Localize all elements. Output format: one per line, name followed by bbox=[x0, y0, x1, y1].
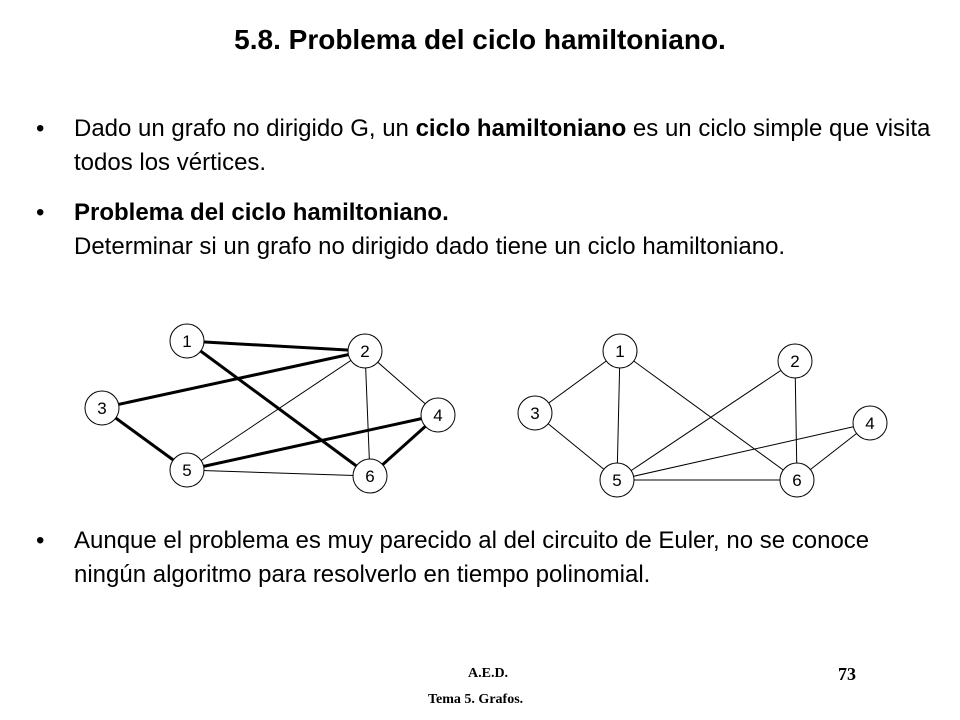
bullet-icon: • bbox=[36, 527, 45, 554]
right-node-5 bbox=[600, 463, 634, 497]
right-node-label: 1 bbox=[615, 342, 625, 361]
right-node-label: 4 bbox=[865, 414, 875, 433]
graph-without-hamiltonian-cycle bbox=[505, 318, 905, 503]
page-number: 73 bbox=[838, 664, 856, 684]
bullet-text: Dado un grafo no dirigido G, un ciclo hamiltoniano es un ciclo simple que visita todos los vértices. bbox=[74, 115, 931, 176]
right-node-2 bbox=[778, 344, 812, 378]
left-node-label: 1 bbox=[182, 332, 192, 351]
left-node-6 bbox=[353, 459, 387, 493]
left-node-1 bbox=[170, 324, 204, 358]
right-node-1 bbox=[603, 334, 637, 368]
left-node-5 bbox=[170, 453, 204, 487]
right-node-3 bbox=[518, 396, 552, 430]
bullet-icon: • bbox=[36, 199, 45, 226]
graph-with-hamiltonian-cycle bbox=[80, 318, 460, 503]
left-node-label: 3 bbox=[97, 399, 107, 418]
graph-right-nodes bbox=[518, 334, 887, 497]
footer-topic: Tema 5. Grafos. bbox=[428, 692, 524, 707]
right-node-4 bbox=[853, 406, 887, 440]
left-node-3 bbox=[85, 391, 119, 425]
left-node-label: 2 bbox=[360, 342, 370, 361]
left-node-label: 6 bbox=[365, 467, 375, 486]
right-edge-1-5 bbox=[617, 351, 620, 480]
slide-title: 5.8. Problema del ciclo hamiltoniano. bbox=[234, 24, 726, 55]
right-edge-2-5 bbox=[617, 361, 795, 480]
footer-course: A.E.D. bbox=[468, 666, 509, 681]
left-edge-4-5 bbox=[187, 415, 438, 470]
graph-right-svg bbox=[505, 318, 905, 498]
problem-heading: Problema del ciclo hamiltoniano. bbox=[74, 199, 449, 226]
left-node-4 bbox=[421, 398, 455, 432]
graph-left-edges bbox=[102, 341, 438, 476]
left-edge-1-2 bbox=[187, 341, 365, 351]
bullet-text bbox=[74, 196, 934, 264]
left-edge-2-6 bbox=[365, 351, 370, 476]
right-node-label: 5 bbox=[612, 471, 622, 490]
left-node-label: 4 bbox=[433, 406, 443, 425]
bullet-text: Aunque el problema es muy parecido al del circuito de Euler, no se conoce ningún algoritmo para resolverlo en tiempo polinomial. bbox=[74, 527, 870, 588]
bullet-icon: • bbox=[36, 115, 45, 142]
right-node-label: 6 bbox=[792, 471, 802, 490]
graph-left-nodes bbox=[85, 324, 455, 493]
left-edge-2-3 bbox=[102, 351, 365, 408]
problem-description: Determinar si un grafo no dirigido dado tiene un ciclo hamiltoniano. bbox=[74, 233, 786, 260]
right-node-6 bbox=[780, 463, 814, 497]
right-edge-2-6 bbox=[795, 361, 797, 480]
right-node-label: 2 bbox=[790, 352, 800, 371]
graph-left-svg bbox=[80, 318, 460, 498]
left-node-2 bbox=[348, 334, 382, 368]
graph-right-edges bbox=[535, 351, 870, 480]
left-edge-5-6 bbox=[187, 470, 370, 476]
right-edge-4-5 bbox=[617, 423, 870, 480]
left-node-label: 5 bbox=[182, 461, 192, 480]
right-node-label: 3 bbox=[530, 404, 540, 423]
